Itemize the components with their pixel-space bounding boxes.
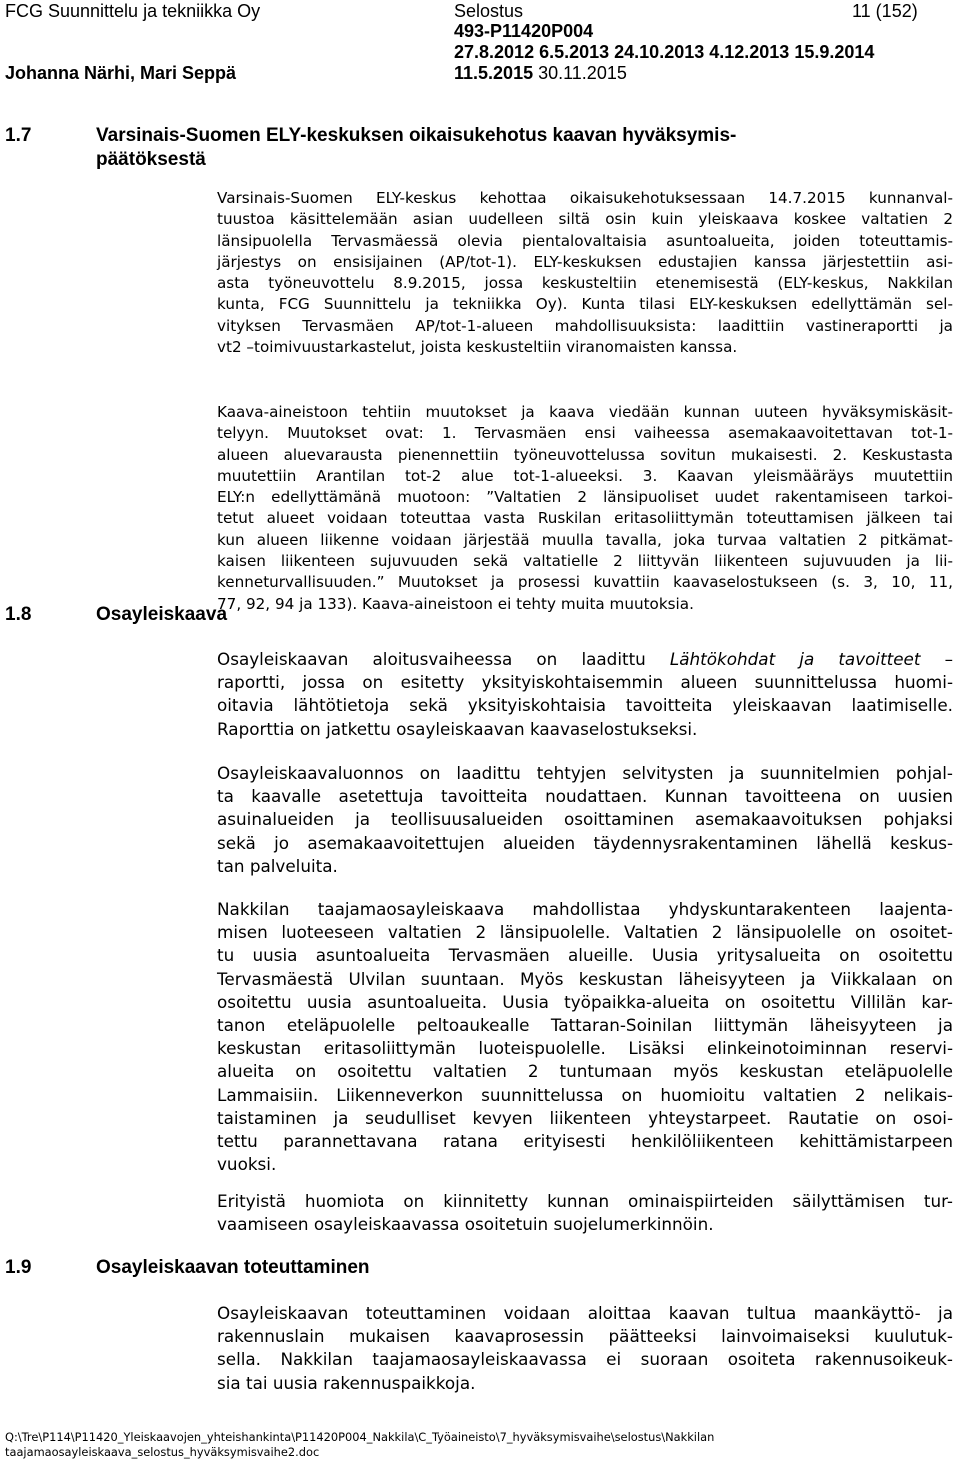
file-path-line1: Q:\Tre\P114\P11420_Yleiskaavojen_yhteishankinta\P11420P004_Nakkila\C_Työaineisto\7_hyväksymisvaihe\selostus\Nakkilan xyxy=(5,1430,715,1444)
revision-date-current: 30.11.2015 xyxy=(533,63,627,83)
section-number-1-8: 1.8 xyxy=(5,604,32,625)
text-line: muutettiin Arantilan tot-2 alue tot-1-alueeksi. 3. Kaavan yleismääräys muutettiin xyxy=(217,466,953,485)
section-title-1-9: Osayleiskaavan toteuttaminen xyxy=(96,1257,370,1278)
text-line: tettu parannettavana ratana erityisesti henkilöliikenteen kehittämistarpeen xyxy=(217,1131,953,1152)
text-segment: – xyxy=(920,649,953,669)
text-line: raportti, jossa on esitetty yksityiskohtaisemmin alueen suunnittelussa huomi- xyxy=(217,672,953,693)
text-line: misen luoteeseen valtatien 2 länsipuolelle. Valtatien 2 länsipuolelle on osoitet- xyxy=(217,922,953,943)
paragraph-starting-phase xyxy=(217,648,953,741)
paragraph-plan-contents xyxy=(217,898,953,1176)
text-line: tanon eteläpuolelle peltoaukealle Tattaran-Soinilan liittymän läheisyyteen ja xyxy=(217,1015,953,1036)
file-path-line2: taajamaosayleiskaava_selostus_hyväksymisvaihe2.doc xyxy=(5,1445,320,1459)
text-line: Varsinais-Suomen ELY-keskus kehottaa oikaisukehotuksessaan 14.7.2015 kunnanval- xyxy=(217,189,953,207)
text-line: Tervasmäestä Ulvilan suuntaan. Myös keskustan läheisyyteen ja Viikkalaan on xyxy=(217,968,953,989)
text-line: Erityistä huomiota on kiinnitetty kunnan ominaispiirteiden säilyttämisen tur- xyxy=(217,1191,953,1211)
document-number: 493-P11420P004 xyxy=(454,21,594,41)
paragraph-protection xyxy=(217,1190,953,1236)
text-line: sia tai uusia rakennuspaikkoja. xyxy=(217,1372,476,1393)
text-line: Osayleiskaavaluonnos on laadittu tehtyjen selvitysten ja suunnitelmien pohjal- xyxy=(217,763,953,783)
text-line: alueen aluevarausta pienennettiin työneuvottelussa sovitun mukaisesti. 2. Keskustasta xyxy=(217,445,953,464)
section-title-1-8: Osayleiskaava xyxy=(96,604,228,625)
report-title: Lähtökohdat ja tavoitteet xyxy=(669,649,921,669)
paragraph-changes xyxy=(217,402,953,615)
text-line: Raporttia on jatkettu osayleiskaavan kaavaselostukseksi. xyxy=(217,718,698,739)
text-line: Osayleiskaavan toteuttaminen voidaan aloittaa kaavan tultua maankäyttö- ja xyxy=(217,1303,953,1323)
text-line: kunta, FCG Suunnittelu ja tekniikka Oy). Kunta tilasi ELY-keskuksen edellyttämän sel- xyxy=(217,295,953,314)
text-line: osoitettu uusia asuntoalueita. Uusia työpaikka-alueita on osoitettu Villilän kar- xyxy=(217,991,953,1012)
section-number-1-9: 1.9 xyxy=(5,1257,32,1278)
text-line: tuustoa käsittelemään asian uudelleen siltä osin kuin yleiskaava koskee valtatien 2 xyxy=(217,210,953,229)
document-type: Selostus xyxy=(454,1,524,21)
text-line: vt2 –toimivuustarkastelut, joista keskusteltiin viranomaisten kanssa. xyxy=(217,338,738,357)
text-line xyxy=(217,648,953,671)
text-line: asuinalueiden ja teollisuusalueiden osoittaminen asemakaavoituksen pohjaksi xyxy=(217,809,953,830)
revision-dates-line2 xyxy=(454,63,627,83)
company-name: FCG Suunnittelu ja tekniikka Oy xyxy=(5,1,261,21)
paragraph-implementation xyxy=(217,1302,953,1395)
text-segment: Osayleiskaavan aloitusvaiheessa on laadittu xyxy=(217,649,670,669)
text-line: Kaava-aineistoon tehtiin muutokset ja kaava viedään kunnan uuteen hyväksymiskäsit- xyxy=(217,403,953,421)
text-line: Nakkilan taajamaosayleiskaava mahdollistaa yhdyskuntarakenteen laajenta- xyxy=(217,899,953,919)
text-line: vaamiseen osayleiskaavassa osoitetuin suojelumerkinnöin. xyxy=(217,1214,714,1235)
text-line: keskustan eritasoliittymän luoteispuolelle. Lisäksi elinkeinotoiminnan reservi- xyxy=(217,1038,953,1059)
text-line: sella. Nakkilan taajamaosayleiskaavassa ei suoraan osoiteta rakennusoikeuk- xyxy=(217,1349,953,1370)
text-line: kun alueen liikenne voidaan järjestää muulla tavalla, joka turvaa valtatien 2 pitkämat- xyxy=(217,530,953,549)
text-line: tan palveluita. xyxy=(217,855,338,876)
authors: Johanna Närhi, Mari Seppä xyxy=(5,63,237,83)
text-line: järjestys on ensisijainen (AP/tot-1). ELY-keskuksen edustajien kanssa järjestettiin asi- xyxy=(217,252,953,271)
text-line: rakennuslain mukaisen kaavaprosessin päätteeksi lainvoimaiseksi kuulutuk- xyxy=(217,1326,953,1347)
text-line: kenneturvallisuuden.” Muutokset ja prosessi kuvattiin kaavaselostukseen (s. 3, 10, 11, xyxy=(217,573,953,592)
section-title-1-7-line2: päätöksestä xyxy=(96,149,206,170)
section-title-1-7-line1: Varsinais-Suomen ELY-keskuksen oikaisukehotus kaavan hyväksymis- xyxy=(96,125,737,146)
text-line: sekä jo asemakaavoitettujen alueiden täydennysrakentaminen lähellä keskus- xyxy=(217,832,953,853)
revision-dates-line1: 27.8.2012 6.5.2013 24.10.2013 4.12.2013 15.9.2014 xyxy=(454,42,875,62)
text-line: taistaminen ja seudulliset kevyen liikenteen yhteystarpeet. Rautatie on osoi- xyxy=(217,1107,953,1128)
text-line: asta työneuvottelu 8.9.2015, jossa keskusteltiin etenemisestä (ELY-keskus, Nakkilan xyxy=(217,274,953,293)
paragraph-draft xyxy=(217,762,953,878)
text-line: alueita on osoitettu valtatien 2 tuntumaan myös keskustan eteläpuolelle xyxy=(217,1061,953,1082)
text-line: 77, 92, 94 ja 133). Kaava-aineistoon ei tehty muita muutoksia. xyxy=(217,594,694,613)
paragraph-ely-request xyxy=(217,188,953,358)
section-number-1-7: 1.7 xyxy=(5,125,32,146)
text-line: tetut alueet voidaan toteuttaa vasta Ruskilan eritasoliittymän toteuttamisen jälkeen tai xyxy=(217,509,953,528)
text-line: tu uusia asuntoalueita Tervasmäen alueille. Uusia yritysalueita on osoitettu xyxy=(217,945,953,966)
text-line: vityksen Tervasmäen AP/tot-1-alueen mahdollisuuksista: laadittiin vastineraportti ja xyxy=(217,316,953,335)
text-line: ta kaavalle asetettuja tavoitteita noudattaen. Kunnan tavoitteena on uusien xyxy=(217,786,953,807)
text-line: ELY:n edellyttämänä muotoon: ”Valtatien 2 länsipuoliset uudet rakentamiseen tarkoi- xyxy=(217,488,953,507)
text-line: vuoksi. xyxy=(217,1154,277,1175)
page-number: 11 (152) xyxy=(852,1,918,21)
text-line: telyyn. Muutokset ovat: 1. Tervasmäen ensi vaiheessa asemakaavoitettavan tot-1- xyxy=(217,424,953,443)
text-line: oitavia lähtötietoja sekä yksityiskohtaisia tavoitteita yleiskaavan laatimiselle. xyxy=(217,695,953,716)
text-line: kaisen liikenteen sujuvuuden sekä valtatielle 2 liittyvän liikenteen sujuvuuden ja lii- xyxy=(217,552,953,571)
text-line: länsipuolella Tervasmäessä olevia pientalovaltaisia asuntoalueita, joiden toteuttamis- xyxy=(217,231,953,250)
text-line: Lammaisiin. Liikenneverkon suunnittelussa on huomioitu valtatien 2 nelikais- xyxy=(217,1084,953,1105)
revision-date-bold: 11.5.2015 xyxy=(454,63,534,83)
